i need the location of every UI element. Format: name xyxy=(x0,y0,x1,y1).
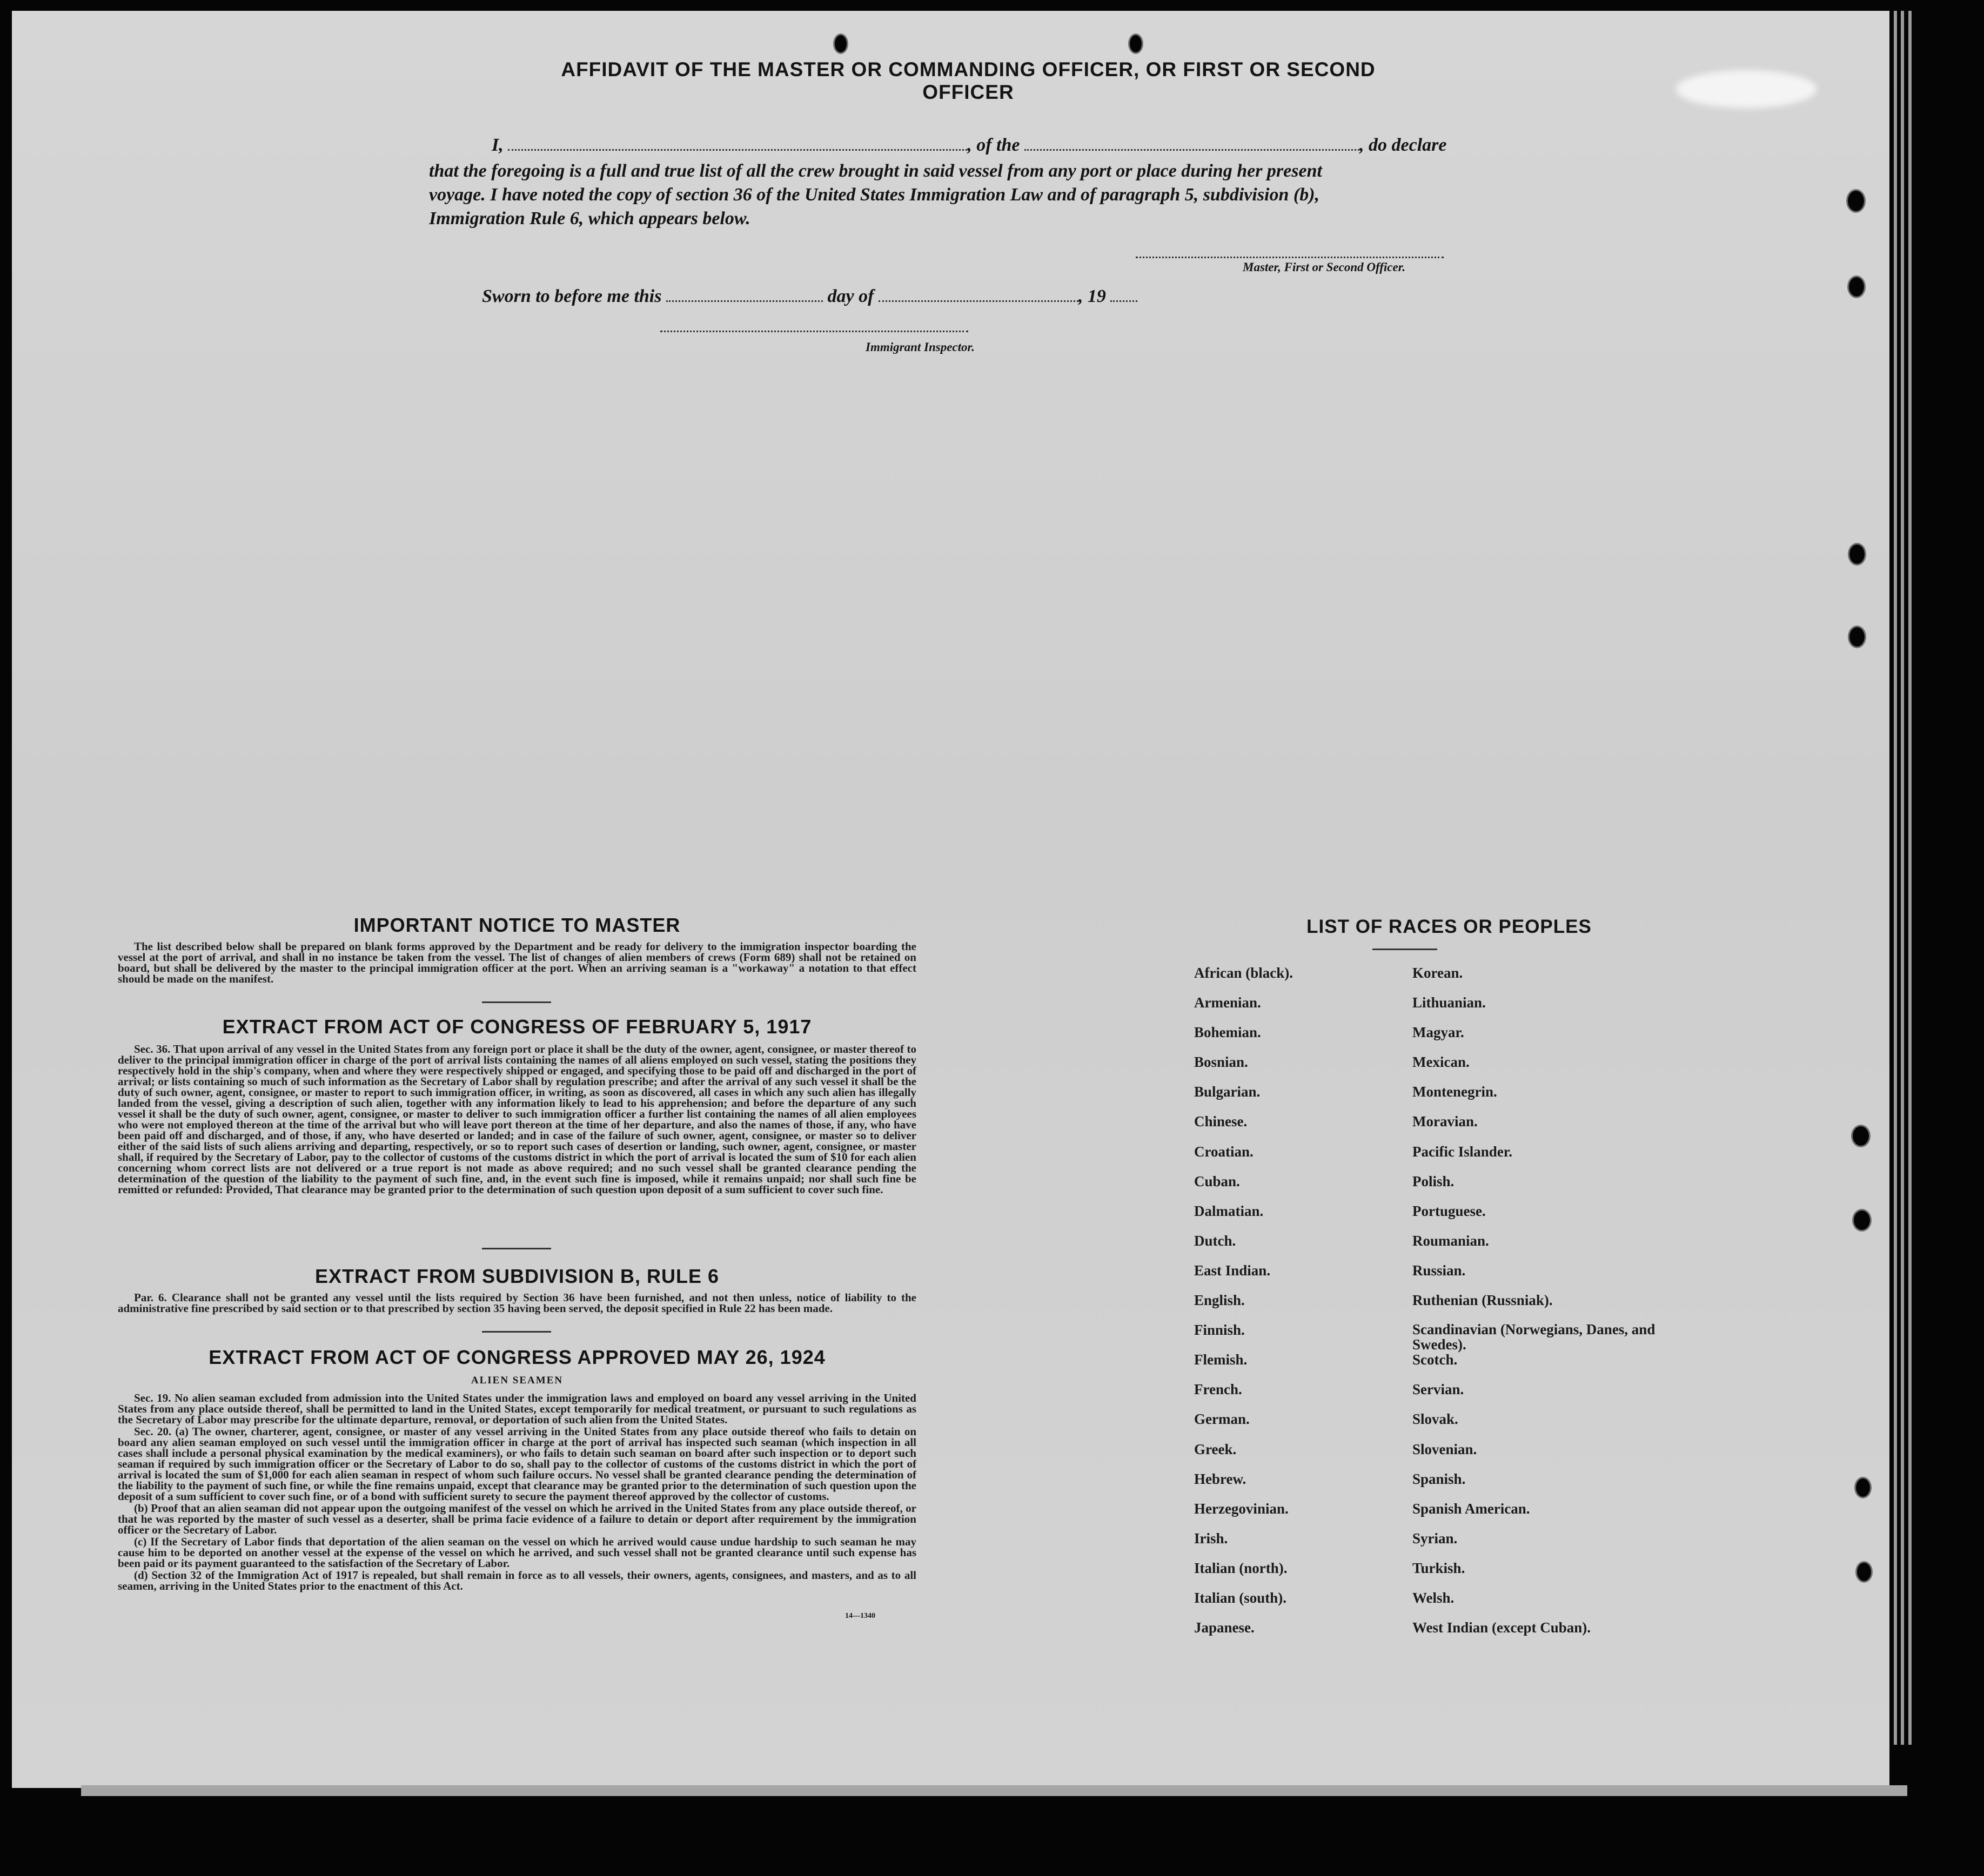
binder-hole xyxy=(833,33,848,54)
rule-2 xyxy=(482,1248,551,1249)
paper-stain xyxy=(1676,70,1817,108)
race-item: Lithuanian. xyxy=(1412,994,1486,1011)
name-blank xyxy=(508,135,967,151)
vessel-blank xyxy=(1024,135,1359,151)
race-item: Montenegrin. xyxy=(1412,1084,1497,1100)
race-item: Japanese. xyxy=(1194,1619,1255,1636)
page-bottom-edge xyxy=(81,1785,1907,1796)
race-item: Slovenian. xyxy=(1412,1441,1477,1457)
affidavit-of-the: , of the xyxy=(967,135,1020,155)
binder-hole xyxy=(1847,275,1866,298)
year-prefix: , 19 xyxy=(1078,286,1106,306)
extract-1924-title: EXTRACT FROM ACT OF CONGRESS APPROVED MAY 26, 1924 xyxy=(209,1346,826,1368)
race-item: Moravian. xyxy=(1412,1113,1478,1130)
race-item: Spanish. xyxy=(1412,1470,1466,1487)
race-item: Scotch. xyxy=(1412,1351,1458,1368)
race-item: Chinese. xyxy=(1194,1113,1248,1130)
race-item: African (black). xyxy=(1194,965,1293,981)
race-item: Pacific Islander. xyxy=(1412,1143,1512,1160)
race-item: West Indian (except Cuban). xyxy=(1412,1619,1591,1636)
race-item: Dutch. xyxy=(1194,1232,1236,1249)
races-rule xyxy=(1372,949,1437,950)
sworn-line xyxy=(482,286,1137,307)
sec-20a-paragraph: Sec. 20. (a) The owner, charterer, agent, consignee, or master of any vessel arriving in the United States from any place outside thereof who fails to detain on board any alien seaman employed on such vessel until the immigration officer in charge at the port of arrival has inspected such seaman (which inspection in all cases shall include a personal physical examination by the medical examiners), or who fails to detain such seaman on board after such inspection or to deport such seaman if required by such immigration officer or the Secretary of Labor to do so, shall pay to the collector of customs of the customs district in which the port of arrival is located the sum of $1,000 for each alien seaman in respect of whom such failure occurs. No vessel shall be granted clearance pending the determination of the liability to the payment of such fine, or while the fine remains unpaid, except that clearance may be granted prior to the determination of such question upon the deposit of a sum sufficient to cover such fine, or of a bond with sufficient surety to secure the payment thereof approved by the collector of customs. xyxy=(118,1425,916,1503)
race-item: Dalmatian. xyxy=(1194,1202,1264,1219)
race-item: Slovak. xyxy=(1412,1411,1458,1428)
race-item: East Indian. xyxy=(1194,1262,1271,1279)
sec-20c-paragraph: (c) If the Secretary of Labor finds that deportation of the alien seaman on the vessel on which he arrived would cause undue hardship to such seaman he may cause him to be deported on another vessel at the expense of the vessel on which he arrived, and such vessel shall not be granted clearance until such expense has been paid or its payment guaranteed to the satisfaction of the Secretary of Labor. xyxy=(118,1535,916,1570)
day-of-text: day of xyxy=(827,286,874,306)
race-item: Hebrew. xyxy=(1194,1470,1246,1487)
binder-hole xyxy=(1128,33,1143,54)
races-left-column xyxy=(1194,965,1389,1649)
race-item: German. xyxy=(1194,1411,1250,1428)
affidavit-declare: , do declare xyxy=(1359,135,1447,155)
rule-3 xyxy=(482,1331,551,1333)
inspector-signature-line xyxy=(660,331,968,332)
race-item: Roumanian. xyxy=(1412,1232,1489,1249)
inspector-caption: Immigrant Inspector. xyxy=(866,340,975,354)
extract-rule6-title: EXTRACT FROM SUBDIVISION B, RULE 6 xyxy=(314,1265,720,1287)
race-item: Italian (north). xyxy=(1194,1559,1288,1576)
race-item: Ruthenian (Russniak). xyxy=(1412,1292,1553,1309)
race-item: Scandinavian (Norwegians, Danes, and Swedes). xyxy=(1412,1321,1655,1353)
race-item: Russian. xyxy=(1412,1262,1466,1279)
page-edge xyxy=(1908,11,1912,1745)
month-blank xyxy=(879,286,1078,302)
race-item: Finnish. xyxy=(1194,1322,1245,1339)
race-item: English. xyxy=(1194,1292,1245,1309)
day-blank xyxy=(666,286,823,302)
race-item: Croatian. xyxy=(1194,1143,1254,1160)
race-item: Bosnian. xyxy=(1194,1054,1248,1071)
binder-hole xyxy=(1855,1561,1873,1583)
race-item: Korean. xyxy=(1412,965,1463,981)
notice-title: IMPORTANT NOTICE TO MASTER xyxy=(353,914,681,936)
affidavit-line-3: voyage. I have noted the copy of section 36 of the United States Immigration Law and of paragraph 5, subdivision (b), xyxy=(429,185,1320,205)
race-item: Cuban. xyxy=(1194,1173,1240,1189)
sec-36-paragraph: Sec. 36. That upon arrival of any vessel in the United States from any foreign port or place it shall be the duty of the owner, agent, consignee, or master thereof to deliver to the principal immigration officer in charge of the port of arrival lists containing the names of all aliens employed on such vessel, stating the positions they respectively hold in the ship's company, when and where they were respectively shipped or engaged, and specifying those to be paid off and discharged in the port of arrival; or lists containing so much of such information as the Secretary of Labor shall by regulation prescribe; and after the arrival of any such vessel it shall be the duty of such owner, agent, consignee, or master to report to such immigration officer, in writing, as soon as discovered, all cases in which any such alien has illegally landed from the vessel, giving a description of such alien, together with any information likely to lead to his apprehension; and before the departure of any such vessel it shall be the duty of such owner, agent, consignee, or master to deliver to such immigration officer a further list containing the names of all alien employees who were not employed thereon at the time of the arrival but who will leave port thereon at the time of her departure, and also the names of those, if any, who have been paid off and discharged, and of those, if any, who have deserted or landed; and in case of the failure of such owner, agent, consignee, or master so to deliver either of the said lists of such aliens arriving and departing, respectively, or so to report such cases of desertion or landing, such owner, agent, consignee, or master shall, if required by the Secretary of Labor, pay to the collector of customs of the customs district in which the port of arrival is located the sum of $10 for each alien concerning whom correct lists are not delivered or a true report is not made as above required; and no such vessel shall be granted clearance pending the determination of the question of the liability to the payment of such fine, and, in the event such fine is imposed, while it remains unpaid; nor shall such fine be remitted or refunded: Provided, That clearance may be granted prior to the determination of such question upon deposit of a sum sufficient to cover such fine. xyxy=(118,1043,916,1196)
races-title: LIST OF RACES OR PEOPLES xyxy=(1306,916,1592,937)
form-reference: 14—1340 xyxy=(845,1612,875,1620)
race-item: Portuguese. xyxy=(1412,1202,1486,1219)
page-edge xyxy=(1901,11,1904,1745)
extract-1924-text xyxy=(118,1393,916,1592)
race-item: Bulgarian. xyxy=(1194,1084,1261,1100)
sec-19-paragraph: Sec. 19. No alien seaman excluded from admission into the United States under the immigration laws and employed on board any vessel arriving in the United States from any place outside thereof, shall be permitted to land in the United States, except temporarily for medical treatment, or pursuant to such regulations as the Secretary of Labor may prescribe for the ultimate departure, removal, or deportation of such alien from the United States. xyxy=(118,1391,916,1426)
master-caption: Master, First or Second Officer. xyxy=(1243,260,1406,274)
race-item: Welsh. xyxy=(1412,1589,1455,1606)
extract-1917-title: EXTRACT FROM ACT OF CONGRESS OF FEBRUARY 5, 1917 xyxy=(222,1016,812,1038)
race-item: Syrian. xyxy=(1412,1530,1458,1546)
page-edge xyxy=(1894,11,1897,1745)
extract-rule6-text xyxy=(118,1292,916,1315)
alien-seamen-subtitle: ALIEN SEAMEN xyxy=(471,1375,564,1386)
affidavit-i: I, xyxy=(492,135,504,155)
year-blank xyxy=(1110,286,1137,302)
race-item: Spanish American. xyxy=(1412,1500,1530,1517)
race-item: Greek. xyxy=(1194,1441,1237,1457)
binder-hole xyxy=(1854,1477,1872,1498)
race-item: Bohemian. xyxy=(1194,1024,1261,1041)
race-item: Polish. xyxy=(1412,1173,1455,1189)
sec-20d-paragraph: (d) Section 32 of the Immigration Act of 1917 is repealed, but shall remain in force as to all vessels, their owners, agents, consignees, and masters, and as to all seamen, arriving in the United States prior to the enactment of this Act. xyxy=(118,1569,916,1592)
race-item: Irish. xyxy=(1194,1530,1228,1546)
affidavit-title: AFFIDAVIT OF THE MASTER OR COMMANDING OFFICER, OR FIRST OR SECOND OFFICER xyxy=(561,58,1376,103)
race-item: Italian (south). xyxy=(1194,1589,1287,1606)
race-item: Flemish. xyxy=(1194,1351,1248,1368)
document-sheet xyxy=(12,11,1889,1788)
extract-1917-text xyxy=(118,1044,916,1196)
notice-paragraph: The list described below shall be prepared on blank forms approved by the Department and be ready for delivery to the immigration inspector boarding the vessel at the port of arrival, and shall in no instance be taken from the vessel. The list of changes of alien members of crews (Form 689) shall not be retained on board, but shall be delivered by the master to the principal immigration officer at the port. When an arriving seaman is a "workaway" a notation to that effect should be made on the manifest. xyxy=(118,940,916,985)
binder-hole xyxy=(1848,543,1866,566)
sec-20b-paragraph: (b) Proof that an alien seaman did not appear upon the outgoing manifest of the vessel on which he arrived in the United States from any place outside thereof, or that he was reported by the master of such vessel as a deserter, shall be prima facie evidence of a failure to detain or deport after requirement by the immigration officer or the Secretary of Labor. xyxy=(118,1502,916,1536)
binder-hole xyxy=(1852,1209,1872,1232)
race-item: Magyar. xyxy=(1412,1024,1464,1041)
rule-1 xyxy=(482,1001,551,1003)
master-signature-line xyxy=(1136,257,1444,258)
races-right-column xyxy=(1412,965,1666,1649)
race-item: Armenian. xyxy=(1194,994,1261,1011)
par-6-paragraph: Par. 6. Clearance shall not be granted any vessel until the lists required by Section 36 have been furnished, and not then unless, notice of liability to the administrative fine prescribed by said section or to that prescribed by section 35 having been served, the deposit specified in Rule 22 has been made. xyxy=(118,1291,916,1315)
binder-hole xyxy=(1851,1125,1871,1147)
race-item: Servian. xyxy=(1412,1381,1464,1398)
race-item: Mexican. xyxy=(1412,1054,1470,1071)
affidavit-line-1 xyxy=(492,135,1446,156)
binder-hole xyxy=(1846,189,1866,213)
race-item: Turkish. xyxy=(1412,1559,1465,1576)
affidavit-line-2: that the foregoing is a full and true list of all the crew brought in said vessel from any port or place during her present xyxy=(429,161,1322,181)
affidavit-line-4: Immigration Rule 6, which appears below. xyxy=(429,209,750,228)
binder-hole xyxy=(1848,626,1866,648)
sworn-text: Sworn to before me this xyxy=(482,286,662,306)
race-item: French. xyxy=(1194,1381,1242,1398)
race-item: Herzegovinian. xyxy=(1194,1500,1289,1517)
notice-text xyxy=(118,941,916,985)
